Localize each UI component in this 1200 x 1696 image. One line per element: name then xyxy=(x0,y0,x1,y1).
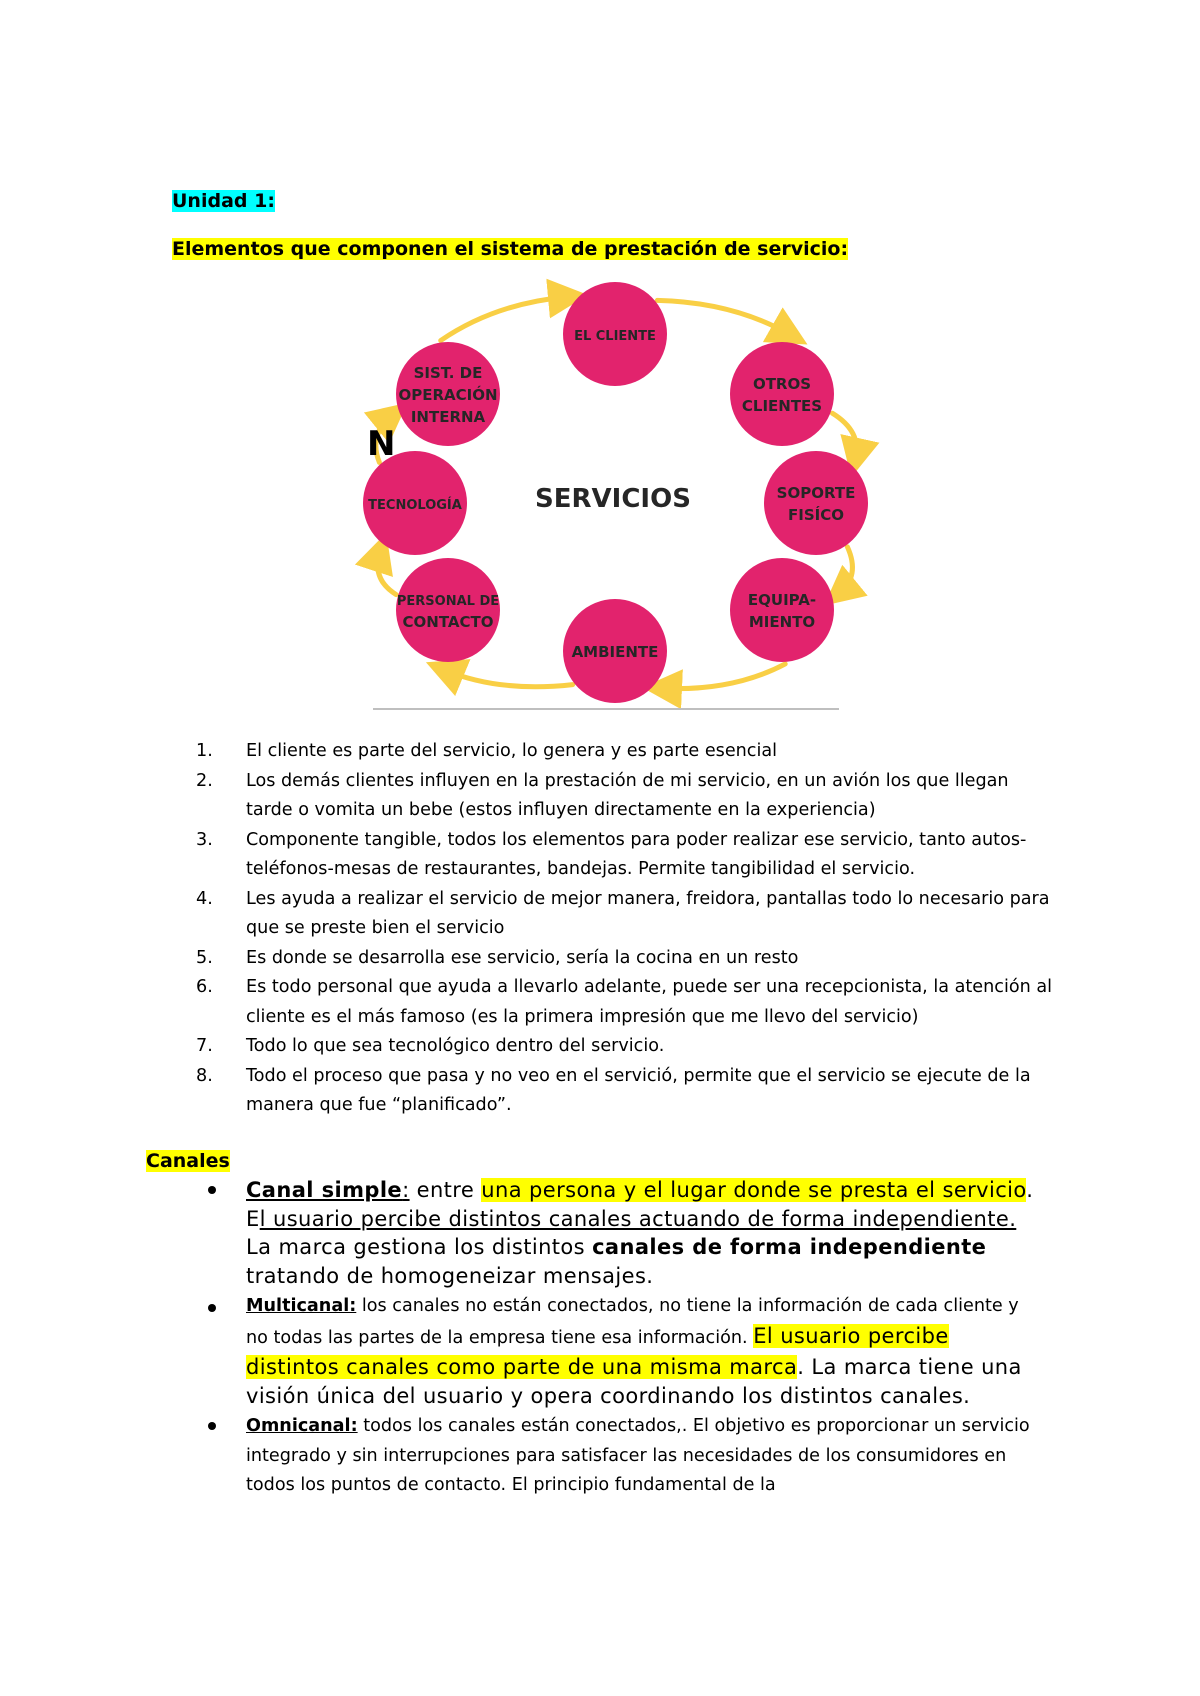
list-item-text: Los demás clientes influyen en la prestación de mi servicio, en un avión los que llegan tarde o vomita un bebe (estos influyen directamente en la experiencia) xyxy=(246,770,1009,820)
bullet-dot xyxy=(208,1422,216,1430)
diagram-node-label: MIENTO xyxy=(748,613,816,631)
diagram-node-label: OTROS xyxy=(752,375,812,393)
list-item-text: Todo lo que sea tecnológico dentro del servicio. xyxy=(246,1036,665,1056)
multicanal-highlight: El usuario percibe distintos canales como parte de una misma marca xyxy=(246,1323,949,1379)
bullet-multicanal xyxy=(196,1292,1036,1410)
diagram-node-label: SOPORTE xyxy=(776,484,856,502)
canal-simple-text-3: La marca gestiona los distintos xyxy=(246,1235,593,1259)
diagram-arrow xyxy=(378,552,396,595)
diagram-node-label: OPERACIÓN xyxy=(398,386,498,404)
multicanal-term: Multicanal: xyxy=(246,1296,357,1316)
diagram-node-label: CONTACTO xyxy=(402,613,494,631)
list-item-number: 2. xyxy=(196,770,213,791)
diagram-arrow xyxy=(657,300,790,334)
diagram-node xyxy=(730,558,834,662)
diagram-node-label: AMBIENTE xyxy=(571,643,659,661)
list-item xyxy=(196,826,1056,885)
diagram-node xyxy=(363,451,467,555)
list-item xyxy=(196,1062,1056,1121)
section-title-text: Elementos que componen el sistema de prestación de servicio: xyxy=(172,238,849,260)
diagram-center-label: SERVICIOS xyxy=(535,484,691,514)
bullet-omnicanal xyxy=(196,1412,1036,1501)
diagram-arrow xyxy=(832,413,856,458)
diagram-node xyxy=(730,342,834,446)
canales-heading xyxy=(146,1150,230,1172)
canales-bullet-list xyxy=(196,1176,1036,1501)
canal-simple-highlight: una persona y el lugar donde se presta el servicio xyxy=(481,1178,1027,1202)
list-item-number: 6. xyxy=(196,977,213,997)
diagram-node-label: INTERNA xyxy=(410,408,486,426)
canal-simple-underlined: l usuario percibe distintos canales actuando de forma independiente. xyxy=(259,1206,1017,1231)
diagram-svg xyxy=(368,278,856,708)
list-item-number: 5. xyxy=(196,947,213,968)
list-item xyxy=(196,737,1056,767)
canales-heading-text: Canales xyxy=(146,1150,230,1172)
diagram-node-label: TECNOLOGÍA xyxy=(368,498,462,513)
diagram-node xyxy=(563,599,667,703)
canal-simple-text-2: . E xyxy=(246,1178,1034,1231)
canal-simple-text-1: entre xyxy=(409,1178,482,1202)
diagram-arrow xyxy=(441,297,568,341)
list-item xyxy=(196,767,1056,826)
diagram-node-label: EQUIPA- xyxy=(747,591,817,609)
diagram-node-label: PERSONAL DE xyxy=(396,594,500,609)
bullet-dot xyxy=(208,1186,216,1194)
multicanal-text-1: los canales no están conectados, no tiene la información de cada cliente y no todas las partes de la empresa tiene esa información. xyxy=(246,1296,1019,1348)
list-item-text: Es todo personal que ayuda a llevarlo adelante, puede ser una recepcionista, la atención al cliente es el más famoso (es la primera impresión que me llevo del servicio) xyxy=(246,977,1053,1027)
diagram-node-label: FISÍCO xyxy=(788,506,844,524)
canal-simple-text-4: tratando de homogeneizar mensajes. xyxy=(246,1263,654,1288)
diagram-left-fragment: N xyxy=(367,424,396,464)
unit-title-text: Unidad 1: xyxy=(172,190,275,212)
diagram-arrow xyxy=(840,547,853,593)
diagram-arrow xyxy=(444,670,572,687)
canal-simple-colon: : xyxy=(402,1178,410,1202)
section-title xyxy=(172,238,848,260)
bullet-canal-simple xyxy=(196,1176,1036,1290)
diagram-bottom-rule xyxy=(373,708,839,710)
diagram-arrow xyxy=(662,664,785,689)
diagram-node-circle xyxy=(396,558,500,662)
list-item-number: 4. xyxy=(196,888,213,909)
list-item-text: Componente tangible, todos los elementos para poder realizar ese servicio, tanto autos-teléfonos-mesas de restaurantes, bandejas. Permite tangibilidad el servicio. xyxy=(246,829,1027,879)
list-item-number: 7. xyxy=(196,1036,213,1056)
canal-simple-term: Canal simple xyxy=(246,1178,403,1202)
unit-title xyxy=(172,190,275,212)
numbered-list xyxy=(196,737,1056,1121)
omnicanal-term: Omnicanal: xyxy=(246,1416,358,1436)
diagram-node-circle xyxy=(730,558,834,662)
omnicanal-text-1: todos los canales están conectados,. El objetivo es proporcionar un servicio integrado y sin interrupciones para satisfacer las necesidades de los consumidores en todos los puntos de contacto. El principio fundamental de la xyxy=(246,1416,1030,1495)
diagram-node-circle xyxy=(764,451,868,555)
list-item xyxy=(196,973,1056,1032)
service-system-diagram xyxy=(367,278,856,710)
list-item xyxy=(196,944,1056,974)
diagram-node xyxy=(563,282,667,386)
diagram-node xyxy=(396,342,500,446)
diagram-node xyxy=(396,558,500,662)
multicanal-text-2: . La marca tiene una visión única del usuario y opera coordinando los distintos canales. xyxy=(246,1355,1022,1408)
list-item xyxy=(196,1032,1056,1062)
diagram-node-label: CLIENTES xyxy=(741,397,823,415)
list-item-text: Todo el proceso que pasa y no veo en el servició, permite que el servicio se ejecute de la manera que fue “planificado”. xyxy=(246,1065,1031,1115)
diagram-node-circle xyxy=(730,342,834,446)
list-item-text: El cliente es parte del servicio, lo genera y es parte esencial xyxy=(246,741,778,761)
list-item-number: 8. xyxy=(196,1065,213,1086)
list-item-number: 3. xyxy=(196,829,213,850)
list-item xyxy=(196,885,1056,944)
bullet-dot xyxy=(208,1304,216,1312)
list-item-number: 1. xyxy=(196,741,213,761)
diagram-node-label: SIST. DE xyxy=(413,364,483,382)
diagram-node xyxy=(764,451,868,555)
list-item-text: Es donde se desarrolla ese servicio, sería la cocina en un resto xyxy=(246,947,799,968)
diagram-node-label: EL CLIENTE xyxy=(574,329,656,344)
canal-simple-bold: canales de forma independiente xyxy=(592,1235,987,1259)
list-item-text: Les ayuda a realizar el servicio de mejor manera, freidora, pantallas todo lo necesario para que se preste bien el servicio xyxy=(246,888,1050,938)
